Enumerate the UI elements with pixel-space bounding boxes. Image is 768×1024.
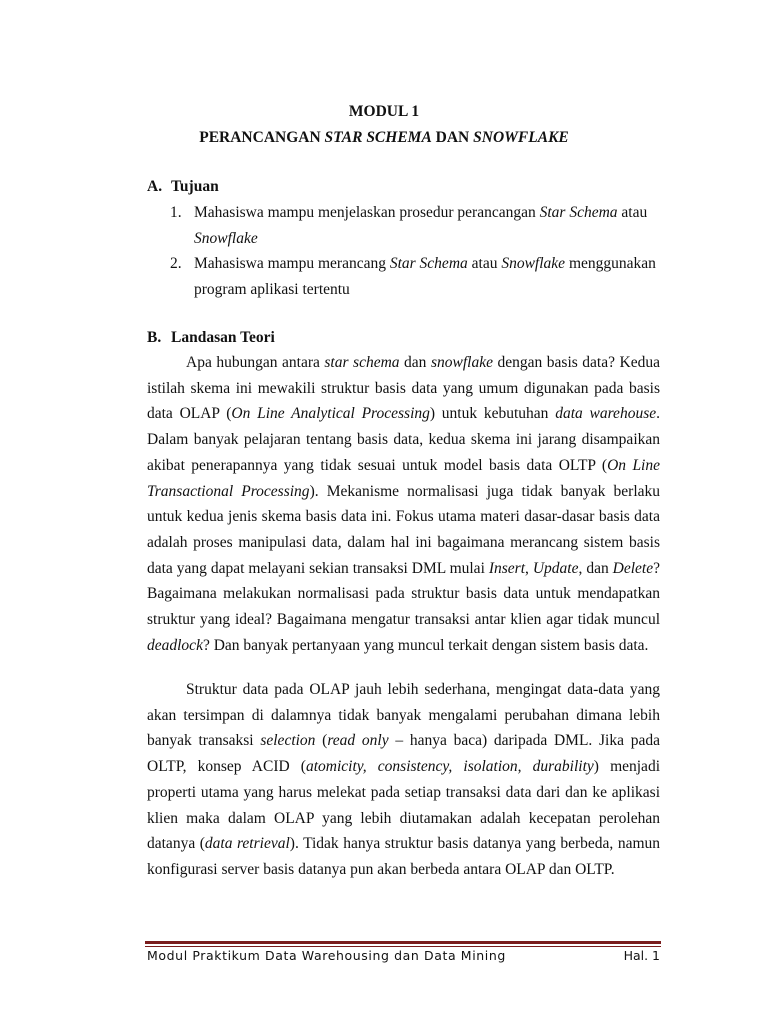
italic-term: deadlock	[147, 636, 203, 654]
italic-term: Update	[532, 559, 579, 577]
text-run: dan	[399, 354, 431, 371]
italic-term: atomicity, consistency, isolation, durability	[305, 758, 594, 776]
paragraph-2	[147, 677, 660, 883]
title-part-3: DAN	[431, 129, 474, 146]
text-run: ) untuk kebutuhan	[429, 405, 556, 423]
italic-term: snowflake	[430, 354, 493, 371]
italic-term: data retrieval	[204, 835, 290, 853]
objective-text: Mahasiswa mampu merancang	[194, 255, 390, 272]
paragraph-1	[147, 350, 660, 658]
objective-text: menggunakan program aplikasi tertentu	[194, 255, 656, 298]
italic-term: Delete	[612, 559, 654, 577]
text-run: (	[315, 732, 328, 750]
objective-term: Star Schema	[389, 255, 468, 272]
section-a-heading	[147, 178, 219, 196]
italic-term: Insert	[488, 559, 526, 577]
text-run: ). Mekanisme normalisasi juga tidak banyak berlaku untuk kedua jenis skema basis data ini. Fokus utama materi dasar-dasar basis data adalah proses manipulasi data, dalam hal ini bagaimana merancang sistem basis data yang dapat melayani sekian transaksi DML mulai	[147, 482, 661, 577]
text-run: ,	[525, 559, 533, 577]
objective-number: 2.	[170, 255, 182, 272]
objective-text: atau	[617, 204, 648, 221]
text-run: , dan	[578, 559, 613, 577]
objectives-list	[170, 200, 662, 302]
objective-number: 1.	[170, 204, 182, 221]
objective-item-1	[170, 200, 662, 251]
title-part-4: SNOWFLAKE	[473, 129, 569, 146]
italic-term: On Line Transactional Processing	[147, 456, 660, 500]
italic-term: selection	[260, 732, 316, 750]
objective-text: atau	[467, 255, 502, 272]
section-b-heading	[147, 329, 275, 347]
text-run: . Dalam banyak pelajaran tentang basis data, kedua skema ini jarang disampaikan akibat penerapannya yang tidak sesuai untuk model basis data OLTP (	[147, 405, 660, 474]
text-run: – hanya baca) daripada DML. Jika pada OLTP, konsep ACID (	[147, 732, 660, 776]
text-run: ? Bagaimana melakukan normalisasi pada struktur basis data untuk mendapatkan struktur yang ideal? Bagaimana mengatur transaksi antar klien agar tidak muncul	[147, 559, 661, 629]
objective-item-2	[170, 251, 662, 302]
text-run: Struktur data pada OLAP jauh lebih sederhana, mengingat data-data yang akan tersimpan di dalamnya tidak banyak mengalami perubahan dimana lebih banyak transaksi	[147, 681, 660, 750]
italic-term: star schema	[324, 354, 400, 371]
text-run: ). Tidak hanya struktur basis datanya yang berbeda, namun konfigurasi server basis datanya pun akan berbeda antara OLAP dan OLTP.	[147, 835, 661, 878]
module-title	[0, 129, 768, 147]
title-part-2: STAR SCHEMA	[324, 129, 432, 146]
page-number: Hal. 1	[623, 948, 660, 963]
footer-title: Modul Praktikum Data Warehousing dan Data Mining	[147, 948, 506, 963]
section-b-title: Landasan Teori	[171, 329, 275, 346]
italic-term: data warehouse	[555, 405, 657, 423]
text-run: ) menjadi properti utama yang harus melekat pada setiap transaksi data dari dan ke aplikasi klien maka dalam OLAP yang lebih diutamakan adalah kecepatan perolehan datanya (	[147, 758, 660, 853]
text-run: dengan basis data? Kedua istilah skema ini mewakili struktur basis data yang umum digunakan pada basis data OLAP (	[147, 354, 660, 423]
title-part-1: PERANCANGAN	[199, 129, 325, 146]
text-run: Apa hubungan antara	[186, 354, 325, 371]
section-a-letter: A.	[147, 178, 163, 195]
footer-rule	[145, 941, 661, 944]
italic-term: On Line Analytical Processing	[231, 405, 430, 423]
section-a-title: Tujuan	[171, 178, 219, 195]
objective-term: Snowflake	[501, 255, 566, 272]
section-b-letter: B.	[147, 329, 162, 346]
module-number: MODUL 1	[348, 103, 420, 120]
objective-text: Mahasiswa mampu menjelaskan prosedur perancangan	[194, 204, 540, 221]
objective-term: Snowflake	[194, 229, 258, 247]
italic-term: read only	[327, 732, 389, 750]
footer-rule-thin	[145, 946, 661, 947]
text-run: ? Dan banyak pertanyaan yang muncul terkait dengan sistem basis data.	[202, 636, 649, 654]
objective-term: Star Schema	[539, 204, 618, 221]
